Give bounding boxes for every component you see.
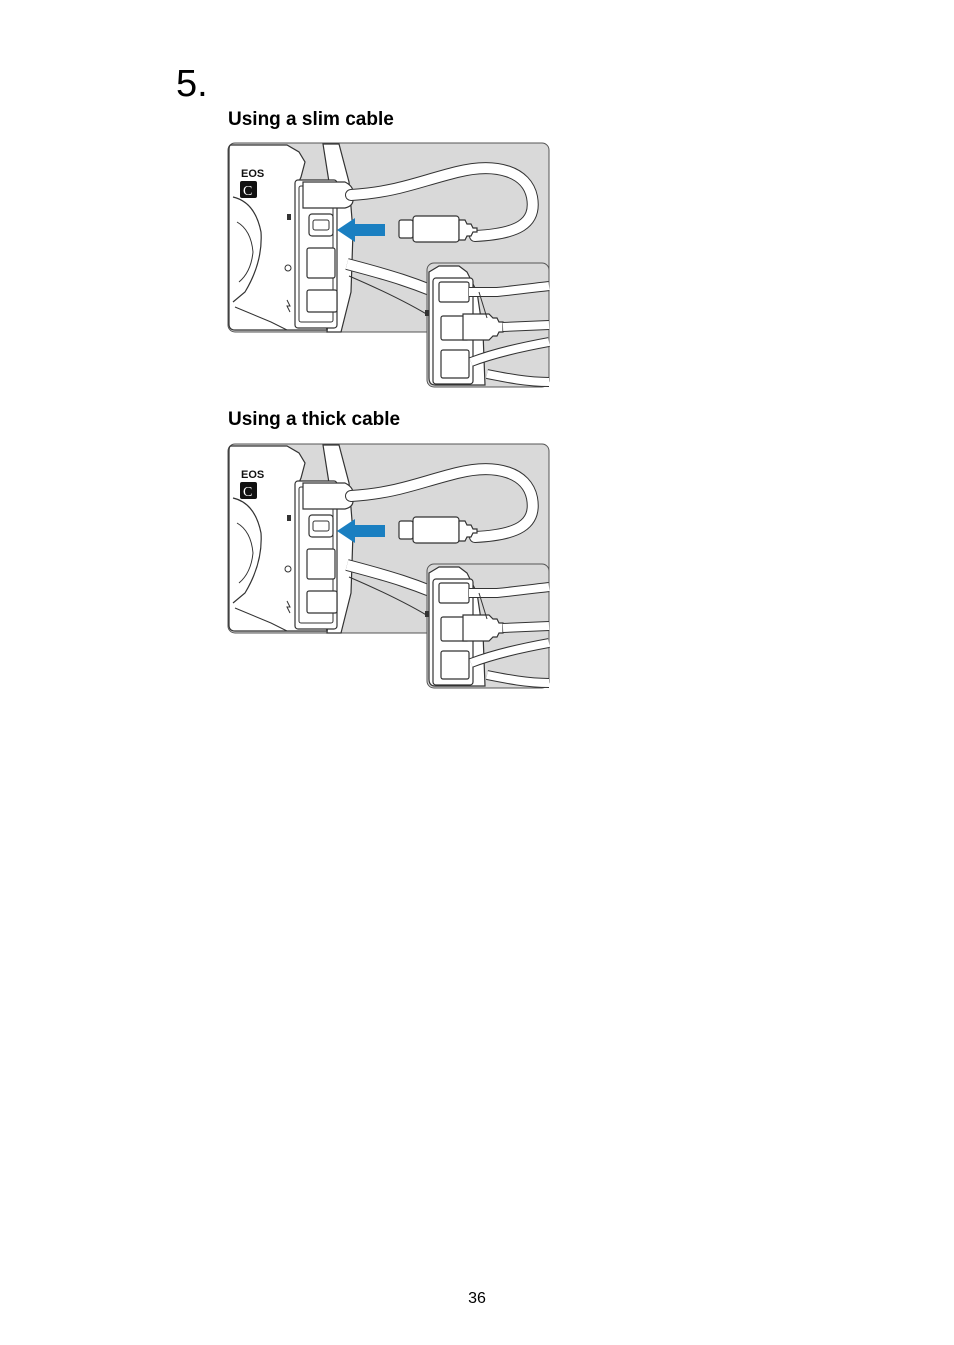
terminal-port-lower xyxy=(307,248,335,278)
section-heading-slim-cable: Using a slim cable xyxy=(228,109,394,130)
thick-cable-illustration xyxy=(227,443,551,690)
camera-brand-label: EOS xyxy=(241,469,265,481)
slim-cable-drawing xyxy=(227,142,551,389)
slim-cable-illustration xyxy=(227,142,551,389)
page-number: 36 xyxy=(468,1290,486,1307)
usb-plug-tip xyxy=(399,521,413,539)
inset-connected-plug xyxy=(463,314,503,340)
camera-model-label: C xyxy=(243,184,253,199)
usb-plug-body xyxy=(413,517,459,543)
camera-model-label: C xyxy=(243,485,253,500)
step-number: 5. xyxy=(176,63,208,105)
camera-brand-label: EOS xyxy=(241,168,265,180)
section-heading-thick-cable: Using a thick cable xyxy=(228,409,401,430)
inset-connected-plug xyxy=(463,615,503,641)
terminal-port-lower xyxy=(307,549,335,579)
usb-plug-body xyxy=(413,216,459,242)
usb-plug-tip xyxy=(399,220,413,238)
thick-cable-drawing xyxy=(227,443,551,690)
